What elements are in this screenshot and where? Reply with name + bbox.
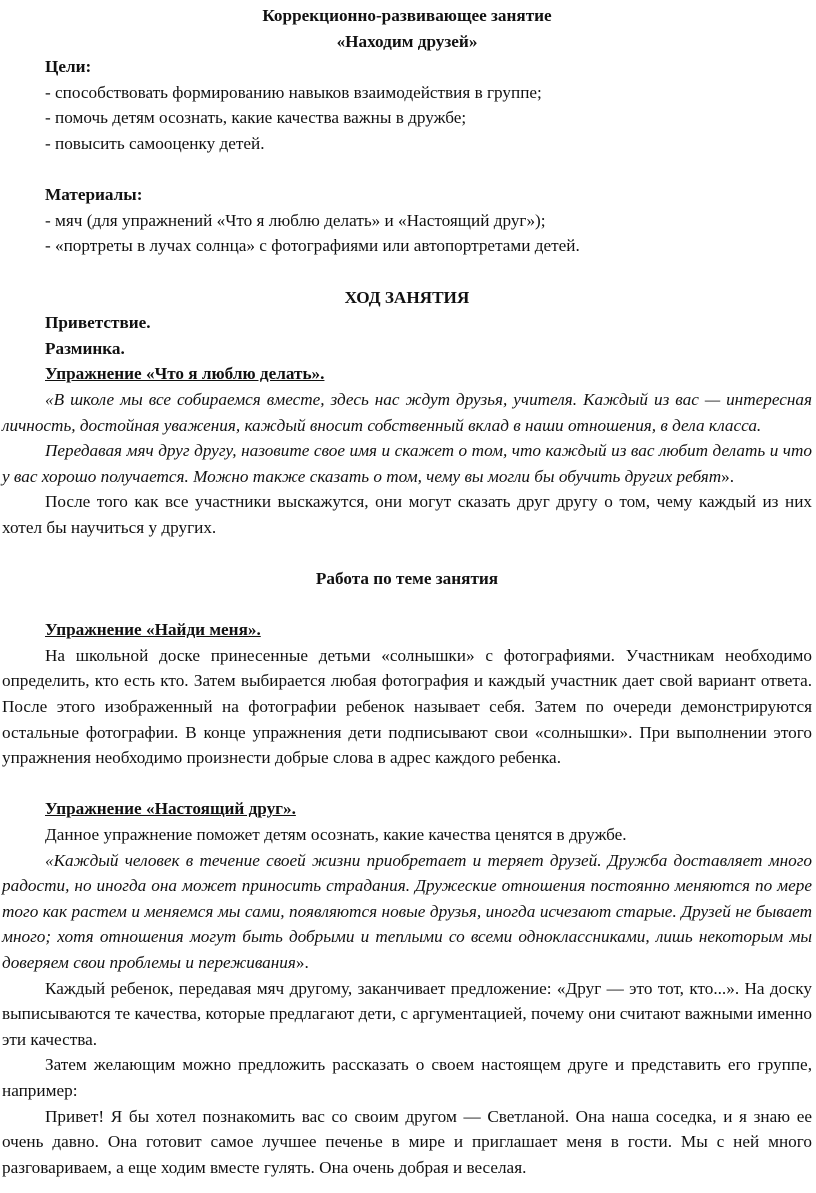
lesson-heading: ХОД ЗАНЯТИЯ [344,287,470,307]
exercise3-paragraph: Данное упражнение поможет детям осознать, какие качества ценятся в дружбе. [45,825,627,844]
doc-title-line2: «Находим друзей» [336,31,478,51]
exercise3-paragraph: Затем желающим можно предложить рассказать о своем настоящем друге и представить его группе, например: [2,1055,812,1100]
exercise1-italic-text: Передавая мяч друг другу, назовите свое имя и скажет о том, что каждый из вас любит делать и что у вас хорошо получается. Можно также сказать о том, чему вы могли бы обучить других ребят [2,441,812,486]
goals-item: - повысить самооценку детей. [45,133,265,153]
materials-item: - «портреты в лучах солнца» с фотографиями или автопортретами детей. [45,236,580,256]
doc-title-line1: Коррекционно-развивающее занятие [262,6,552,25]
materials-item: - мяч (для упражнений «Что я люблю делать» и «Настоящий друг»); [45,210,546,230]
exercise1-paragraph: «В школе мы все собираемся вместе, здесь нас ждут друзья, учителя. Каждый из вас — интересная личность, достойная уважения, каждый вносит собственный вклад в наши отношения, в дела класса. [2,389,812,435]
warmup-heading: Разминка. [45,338,125,358]
exercise3-italic-text: «Каждый человек в течение своей жизни приобретает и теряет друзей. Дружба доставляет много радости, но иногда она может приносить страдания. Дружеские отношения постоянно меняются по мере того как растем и меняемся мы сами, появляются новые друзья, иногда исчезают старые. Друзей не бывает много; хотя отношения могут быть добрыми и теплыми со всеми одноклассниками, лишь некоторым мы доверяем свои проблемы и переживания [2,850,812,972]
spacer [2,771,812,797]
spacer [2,592,812,618]
exercise3-title: Упражнение «Настоящий друг». [45,799,296,819]
exercise1-quote-end: ». [721,466,735,486]
materials-heading: Материалы: [45,185,143,205]
goals-item: - способствовать формированию навыков взаимодействия в группе; [45,82,542,102]
exercise3-quote-end: ». [295,952,309,972]
exercise1-paragraph: После того как все участники выскажутся, они могут сказать друг другу о том, чему каждый из них хотел бы научиться у других. [2,492,812,537]
topic-work-heading: Работа по теме занятия [315,569,499,589]
exercise2-title: Упражнение «Найди меня». [45,620,261,640]
exercise3-paragraph: Привет! Я бы хотел познакомить вас со своим другом — Светланой. Она наша соседка, и я знаю ее очень давно. Она готовит самое лучшее печенье в мире и приглашает меня в гости. Мы с ней много разговариваем, а еще ходим вместе гулять. Она очень добрая и веселая. [2,1106,812,1177]
goals-item: - помочь детям осознать, какие качества важны в дружбе; [45,108,467,128]
spacer [2,157,812,183]
exercise2-paragraph: На школьной доске принесенные детьми «солнышки» с фотографиями. Участникам необходимо определить, кто есть кто. Затем выбирается любая фотография и каждый участник дает свой вариант ответа. После этого изображенный на фотографии ребенок называет себя. Затем по очереди демонстрируются остальные фотографии. В конце упражнения дети подписывают свои «солнышки». При выполнении этого упражнения необходимо произнести добрые слова в адрес каждого ребенка. [2,645,812,768]
exercise3-paragraph [2,848,812,976]
exercise1-paragraph [2,438,812,489]
spacer [2,540,812,566]
exercise3-paragraph: Каждый ребенок, передавая мяч другому, заканчивает предложение: «Друг — это тот, кто...». На доску выписываются те качества, которые предлагают дети, с аргументацией, почему они считают важными именно эти качества. [2,978,812,1049]
greeting-heading: Приветствие. [45,313,151,333]
exercise1-title: Упражнение «Что я люблю делать». [45,364,325,384]
spacer [2,259,812,285]
goals-heading: Цели: [45,57,92,77]
